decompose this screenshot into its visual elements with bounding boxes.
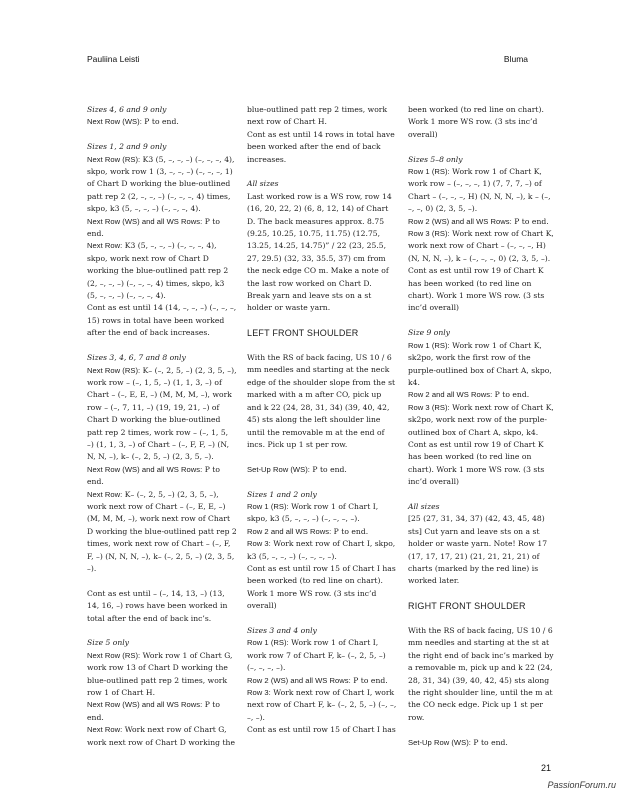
instruction-paragraph — [408, 228, 558, 265]
spacer — [87, 575, 237, 587]
row-text: P to end. — [331, 526, 369, 536]
row-text: been worked (to red line on chart). Work 1 more WS row. (3 sts inc’d overall) — [408, 105, 544, 139]
row-text: P to end. — [141, 117, 179, 127]
instruction-paragraph — [247, 563, 397, 613]
row-label: Next Row (WS) and all WS Rows: — [87, 464, 203, 474]
section-heading: LEFT FRONT SHOULDER — [247, 328, 359, 339]
row-label: Row 2 and all WS Rows: — [408, 390, 493, 400]
column-right — [408, 104, 558, 749]
instruction-paragraph — [408, 389, 558, 401]
row-text: Work next row of Chart G, work next row of Chart D working the — [87, 725, 236, 747]
spacer — [408, 613, 558, 625]
spacer — [87, 129, 237, 141]
row-label: Row 3 (RS): — [408, 229, 450, 239]
spacer — [247, 315, 397, 327]
row-text: K– (–, 2, 5, –) (2, 3, 5, –), work row – (–, 1, 5, –) (1, 1, 3, –) of Chart – (–, E, E, –) (M, M, M, –), work row – (–, 7, 11, –) (19, 19, 21, –) of Chart D working the blue-outlined patt rep 2 times, work row – (–, 1, 5, –) (1, 1, 3, –) of Chart – (–, F, F, –) (N, N, N, –), k– (–, 2, 5, –) (2, 3, 5, –). — [87, 365, 237, 462]
instruction-paragraph — [247, 687, 397, 724]
instruction-paragraph — [87, 216, 237, 241]
size-subheading: Sizes 4, 6 and 9 only — [87, 105, 167, 114]
row-label: Row 3: — [247, 688, 271, 697]
instruction-paragraph — [408, 737, 558, 749]
size-subheading: Size 5 only — [87, 638, 129, 648]
instruction-paragraph — [87, 464, 237, 489]
instruction-paragraph — [87, 302, 237, 339]
instruction-paragraph — [247, 538, 397, 563]
row-text: K3 (5, –, –, –) (–, –, –, 4), skpo, work next row of Chart D working the blue-outlined patt rep 2 (2, –, –, –) (–, –, –, 4) times, skpo, k3 (5, –, –, –) (–, –, –, 4). — [87, 241, 229, 301]
row-label: Next Row: — [87, 725, 123, 735]
instruction-paragraph — [408, 216, 558, 228]
row-label: Next Row (RS): — [87, 154, 141, 164]
row-label: Next Row (RS): — [87, 650, 141, 660]
instruction-paragraph — [247, 675, 397, 687]
row-text: Work row 1 of Chart K, sk2po, work the first row of the purple-outlined box of Chart A, skpo, k4. — [408, 340, 552, 387]
row-text: Work row 1 of Chart I, skpo, k3 (5, –, –, –) (–, –, –, –). — [247, 501, 379, 524]
row-text: Cont as est until 14 (14, –, –, –) (–, –, –, 15) rows in total have been worked after the end of back increases. — [87, 303, 237, 338]
row-text: Cont as est until 14 rows in total have been worked after the end of back increases. — [247, 129, 395, 164]
size-subheading: All sizes — [247, 179, 279, 189]
instruction-paragraph — [87, 154, 237, 216]
instruction-paragraph — [87, 240, 237, 302]
instruction-paragraph — [87, 699, 237, 724]
row-text: P to end. — [87, 216, 220, 239]
row-label: Row 3 (RS): — [408, 402, 450, 412]
spacer — [408, 141, 558, 153]
row-text: Last worked row is a WS row, row 14 (16, 20, 22, 2) (6, 8, 12, 14) of Chart D. The back measures approx. 8.75 (9.25, 10.25, 10.75, 11.75) (12.75, 13.25, 14.25, 14.75)” / 22 (23, 25.5, 27, 29.5) (32, 33, 35.5, 37) cm from the neck edge CO m. Make a note of the last row worked on Chart D. Break yarn and leave sts on a st holder or waste yarn. — [247, 191, 392, 313]
instruction-paragraph — [87, 489, 237, 576]
row-text: Cont as est until – (–, 14, 13, –) (13, 14, 16, –) rows have been worked in total after the end of back inc’s. — [87, 588, 228, 623]
spacer — [408, 489, 558, 501]
row-label: Set-Up Row (WS): — [247, 464, 310, 474]
row-label: Row 3: — [247, 539, 271, 549]
instruction-paragraph — [408, 513, 558, 587]
row-text: [25 (27, 31, 34, 37) (42, 43, 45, 48) sts] Cut yarn and leave sts on a st holder or waste yarn. Note! Row 17 (17, 17, 17, 21) (21, 21, 21, 21) of charts (marked by the red line) is worked later. — [408, 514, 548, 586]
instruction-paragraph — [408, 166, 558, 216]
spacer — [87, 625, 237, 637]
instruction-paragraph — [87, 588, 237, 625]
row-label: Set-Up Row (WS): — [408, 737, 471, 747]
row-text: P to end. — [470, 737, 508, 747]
row-text: P to end. — [87, 700, 220, 722]
instruction-paragraph — [408, 625, 558, 724]
row-text: Work next row of Chart K, work next row of Chart – (–, –, –, H) (N, N, N, –), k – (–, –, –, 0) (2, 3, 5, –). — [408, 229, 554, 263]
instruction-paragraph — [247, 464, 397, 476]
row-text: blue-outlined patt rep 2 times, work next row of Chart H. — [247, 105, 388, 127]
size-subheading: Sizes 5–8 only — [408, 154, 463, 164]
row-text: P to end. — [511, 216, 549, 226]
instruction-paragraph — [408, 402, 558, 439]
column-left — [87, 104, 237, 749]
instruction-paragraph — [247, 724, 397, 736]
row-text: P to end. — [309, 464, 347, 474]
row-text: Work row 1 of Chart I, work row 7 of Chart F, k– (–, 2, 5, –) (–, –, –, –). — [247, 638, 386, 673]
column-middle — [247, 104, 397, 737]
instruction-paragraph — [247, 526, 397, 538]
row-label: Next Row: — [87, 489, 123, 499]
instruction-paragraph — [247, 501, 397, 526]
size-subheading: Sizes 1, 2 and 9 only — [87, 142, 167, 152]
spacer — [87, 340, 237, 352]
row-label: Next Row (WS): — [87, 117, 142, 127]
instruction-paragraph — [408, 340, 558, 390]
spacer — [408, 724, 558, 736]
row-text: P to end. — [350, 675, 388, 685]
author-name: Pauliina Leisti — [87, 54, 140, 64]
row-label: Row 1 (RS): — [408, 340, 450, 350]
row-text: P to end. — [492, 390, 530, 400]
instruction-paragraph — [87, 116, 237, 128]
page-number: 21 — [541, 763, 552, 773]
row-label: Row 2 (WS) and all WS Rows: — [408, 216, 512, 226]
spacer — [247, 476, 397, 488]
row-text: P to end. — [87, 464, 220, 487]
row-text: Work next row of Chart I, skpo, k3 (5, –, –, –) (–, –, –, –). — [247, 539, 396, 561]
instruction-paragraph — [247, 129, 397, 166]
spacer — [247, 340, 397, 352]
row-label: Row 1 (RS): — [408, 167, 450, 177]
row-label: Next Row: — [87, 241, 123, 251]
spacer — [408, 588, 558, 600]
row-text: Work row 1 of Chart G, work row 13 of Chart D working the blue-outlined patt rep 2 times, work row 1 of Chart H. — [87, 650, 233, 698]
row-text: Cont as est until row 19 of Chart K has been worked (to red line on chart). Work 1 more WS row. (3 sts inc’d overall) — [408, 439, 545, 487]
row-text: Cont as est until row 15 of Chart I has been worked (to red line on chart). Work 1 more WS row. (3 sts inc’d overall) — [247, 563, 396, 611]
instruction-paragraph — [87, 724, 237, 749]
row-text: With the RS of back facing, US 10 / 6 mm needles and starting at the neck edge of the shoulder slope from the st marked with a m after CO, pick up and k 22 (24, 28, 31, 34) (39, 40, 42, 45) sts along the left shoulder line until the removable m at the end of incs. Pick up 1 st per row. — [247, 353, 396, 449]
row-label: Row 1 (RS): — [247, 501, 289, 511]
row-text: Cont as est until row 19 of Chart K has been worked (to red line on chart). Work 1 more WS row. (3 sts inc’d overall) — [408, 266, 545, 313]
row-text: Work next row of Chart I, work next row of Chart F, k– (–, 2, 5, –) (–, –, –, –). — [247, 688, 397, 722]
size-subheading: Sizes 3 and 4 only — [247, 625, 317, 635]
spacer — [247, 451, 397, 463]
row-text: K– (–, 2, 5, –) (2, 3, 5, –), work next row of Chart – (–, E, E, –) (M, M, M, –), work next row of Chart D working the blue-outlined patt rep 2 times, work next row of Chart – (–, F, F, –) (N, N, N, –), k– (–, 2, 5, –) (2, 3, 5, –). — [87, 489, 237, 573]
instruction-paragraph — [247, 191, 397, 315]
instruction-paragraph — [408, 104, 558, 141]
row-label: Row 2 (WS) and all WS Rows: — [247, 675, 351, 685]
row-label: Row 1 (RS): — [247, 638, 289, 648]
size-subheading: Sizes 1 and 2 only — [247, 489, 317, 499]
spacer — [408, 315, 558, 327]
row-text: Work row 1 of Chart K, work row – (–, –, –, 1) (7, 7, 7, –) of Chart – (–, –, –, H) (N, N, N, –), k – (–, –, –, 0) (2, 3, 5, –). — [408, 167, 551, 214]
row-text: K3 (5, –, –, –) (–, –, –, 4), skpo, work row 1 (3, –, –, –) (–, –, –, 1) of Chart D working the blue-outlined patt rep 2 (2, –, –, –) (–, –, –, 4) times, skpo, k3 (5, –, –, –) (–, –, –, 4). — [87, 154, 235, 214]
section-heading: RIGHT FRONT SHOULDER — [408, 601, 526, 612]
row-text: With the RS of back facing, US 10 / 6 mm needles and starting at the st at the right end of back inc’s marked by a removable m, pick up and k 22 (24, 28, 31, 34) (39, 40, 42, 45) sts along the right shoulder line, until the m at the CO neck edge. Pick up 1 st per row. — [408, 625, 554, 722]
row-label: Row 2 and all WS Rows: — [247, 526, 332, 536]
instruction-paragraph — [408, 265, 558, 315]
row-label: Next Row (RS): — [87, 365, 141, 375]
row-text: Work next row of Chart K, sk2po, work next row of the purple-outlined box of Chart A, skpo, k4. — [408, 402, 554, 437]
pattern-title: Bluma — [503, 54, 528, 64]
size-subheading: All sizes — [408, 501, 440, 511]
row-text: Cont as est until row 15 of Chart I has — [247, 725, 396, 735]
row-label: Next Row (WS) and all WS Rows: — [87, 700, 203, 710]
instruction-paragraph — [247, 352, 397, 451]
instruction-paragraph — [87, 365, 237, 464]
spacer — [247, 613, 397, 625]
row-label: Next Row (WS) and all WS Rows: — [87, 216, 203, 226]
instruction-paragraph — [408, 439, 558, 489]
instruction-paragraph — [247, 637, 397, 674]
instruction-paragraph — [247, 104, 397, 129]
watermark: PassionForum.ru — [547, 780, 616, 790]
spacer — [247, 166, 397, 178]
size-subheading: Sizes 3, 4, 6, 7 and 8 only — [87, 353, 186, 363]
size-subheading: Size 9 only — [408, 328, 450, 338]
instruction-paragraph — [87, 650, 237, 700]
